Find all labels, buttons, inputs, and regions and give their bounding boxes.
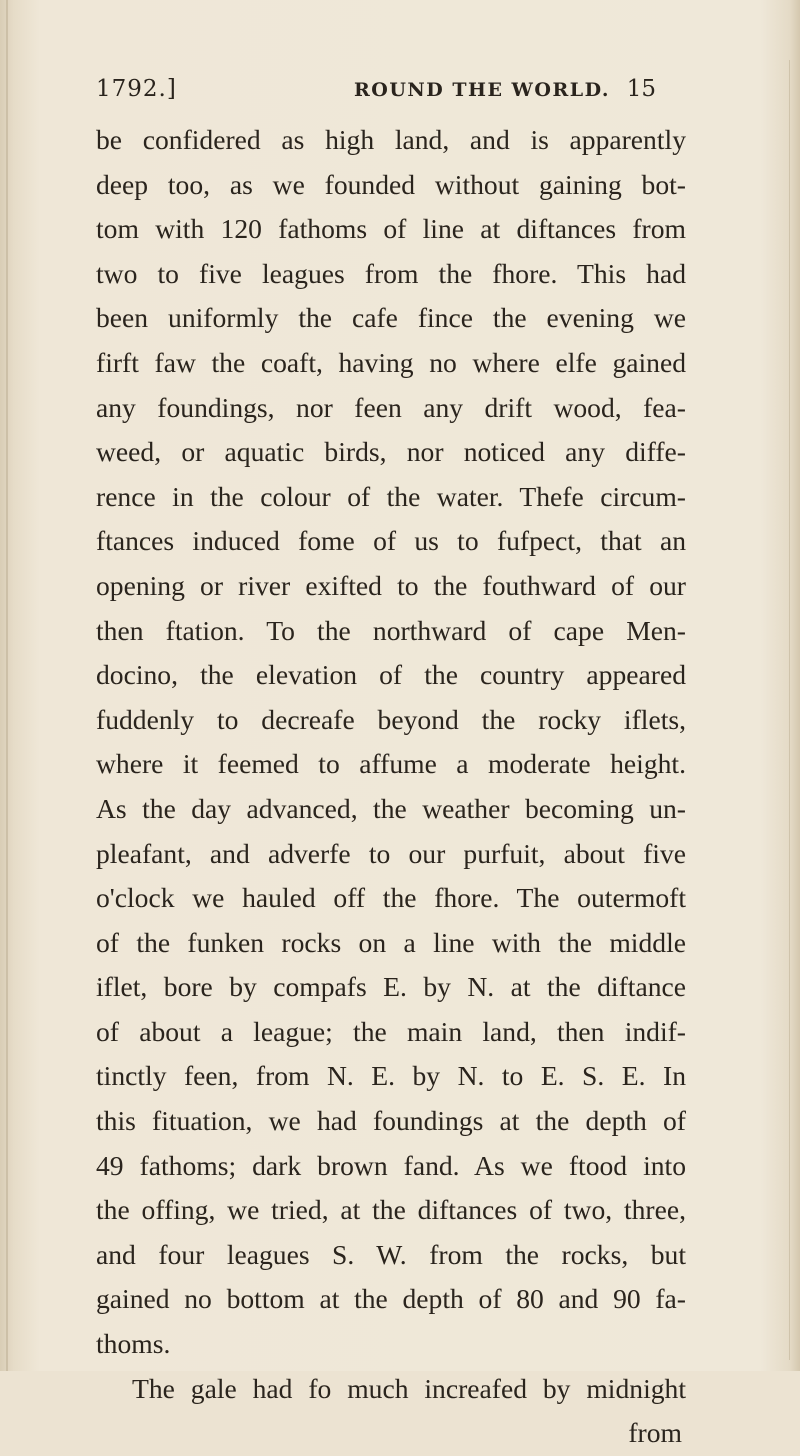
text-line: As the day advanced, the weather becoming un- [96,792,686,824]
page-number: 15 [626,76,656,102]
text-line: o'clock we hauled off the fhore. The outermoft [96,882,686,914]
body-text [96,118,686,1456]
text-line: deep too, as we founded without gaining bot- [96,168,686,200]
text-line: firft faw the coaft, having no where elfe gained [96,346,686,378]
text-line: been uniformly the cafe fince the evening we [96,302,686,334]
paragraph-start-line: The gale had fo much increafed by midnight [132,1372,686,1404]
text-line: this fituation, we had foundings at the depth of [96,1105,686,1137]
text-line: then ftation. To the northward of cape Men- [96,614,686,646]
text-line: iflet, bore by compafs E. by N. at the diftance [96,971,686,1003]
text-line: be confidered as high land, and is apparently [96,124,686,155]
text-line: ftances induced fome of us to fufpect, that an [96,525,686,557]
text-line: pleafant, and adverfe to our purfuit, about five [96,837,686,869]
text-line: opening or river exifted to the fouthward of our [96,569,686,601]
text-line: thoms. [96,1328,171,1360]
text-line: tom with 120 fathoms of line at diftances from [96,213,686,245]
text-line: docino, the elevation of the country appeared [96,659,686,691]
text-line: tinctly feen, from N. E. by N. to E. S. E. In [96,1060,686,1092]
text-line: rence in the colour of the water. Thefe circum- [96,480,686,512]
text-line: the offing, we tried, at the diftances of two, three, [96,1194,686,1226]
text-line: 49 fathoms; dark brown fand. As we ftood into [96,1149,686,1181]
text-line: where it feemed to affume a moderate height. [96,748,686,780]
running-title: ROUND THE WORLD. [354,79,611,101]
text-line: gained no bottom at the depth of 80 and 90 fa- [96,1283,686,1315]
page-edge [789,60,790,1360]
catchword: from [628,1417,682,1449]
running-header [96,76,656,110]
text-line: fuddenly to decreafe beyond the rocky iflets, [96,703,686,735]
text-line: two to five leagues from the fhore. This had [96,257,686,289]
header-year: 1792.] [96,76,177,102]
text-line: weed, or aquatic birds, nor noticed any diffe- [96,436,686,468]
text-line: any foundings, nor feen any drift wood, fea- [96,391,686,423]
page-gutter [6,0,8,1371]
text-line: and four leagues S. W. from the rocks, but [96,1238,686,1270]
text-line: of about a league; the main land, then indif- [96,1015,686,1047]
text-line: of the funken rocks on a line with the middle [96,926,686,958]
